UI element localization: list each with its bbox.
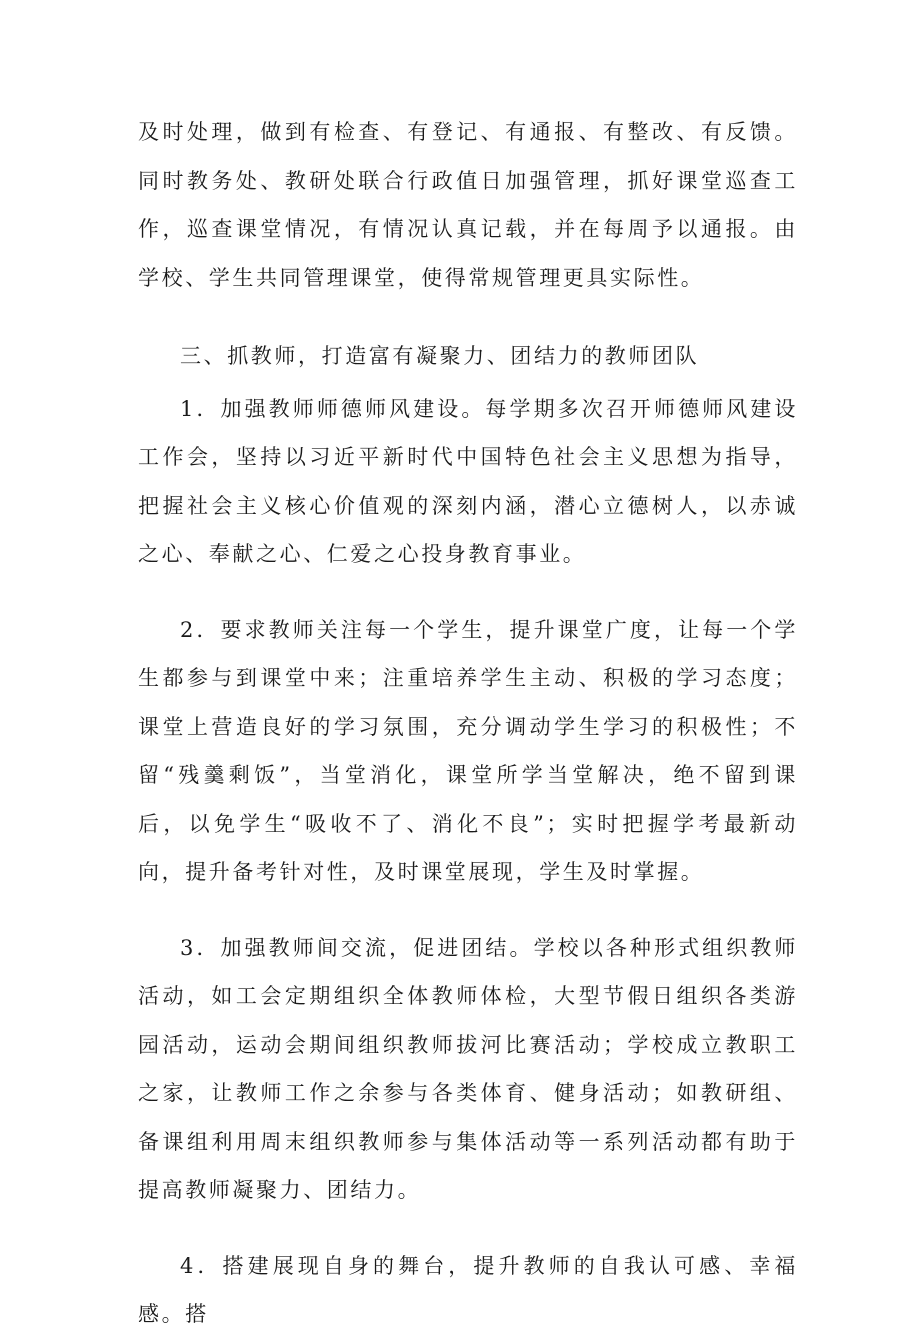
document-body	[138, 108, 798, 1339]
paragraph-item-2: 2．要求教师关注每一个学生，提升课堂广度，让每一个学生都参与到课堂中来；注重培养学生主动、积极的学习态度；课堂上营造良好的学习氛围，充分调动学生学习的积极性；不留“残羹剩饭”，当堂消化，课堂所学当堂解决，绝不留到课后，以免学生“吸收不了、消化不良”；实时把握学考最新动向，提升备考针对性，及时课堂展现，学生及时掌握。	[138, 617, 798, 884]
paragraph-item-1: 1．加强教师师德师风建设。每学期多次召开师德师风建设工作会，坚持以习近平新时代中国特色社会主义思想为指导，把握社会主义核心价值观的深刻内涵，潜心立德树人，以赤诚之心、奉献之心、仁爱之心投身教育事业。	[138, 396, 798, 566]
paragraph-item-4: 4．搭建展现自身的舞台，提升教师的自我认可感、幸福感。搭	[138, 1253, 798, 1326]
paragraph-continuation: 及时处理，做到有检查、有登记、有通报、有整改、有反馈。同时教务处、教研处联合行政值日加强管理，抓好课堂巡查工作，巡查课堂情况，有情况认真记载，并在每周予以通报。由学校、学生共同管理课堂，使得常规管理更具实际性。	[138, 120, 798, 290]
paragraph-item-3: 3．加强教师间交流，促进团结。学校以各种形式组织教师活动，如工会定期组织全体教师体检，大型节假日组织各类游园活动，运动会期间组织教师拔河比赛活动；学校成立教职工之家，让教师工作之余参与各类体育、健身活动；如教研组、备课组利用周末组织教师参与集体活动等一系列活动都有助于提高教师凝聚力、团结力。	[138, 935, 798, 1202]
section-heading: 三、抓教师，打造富有凝聚力、团结力的教师团队	[180, 344, 700, 368]
